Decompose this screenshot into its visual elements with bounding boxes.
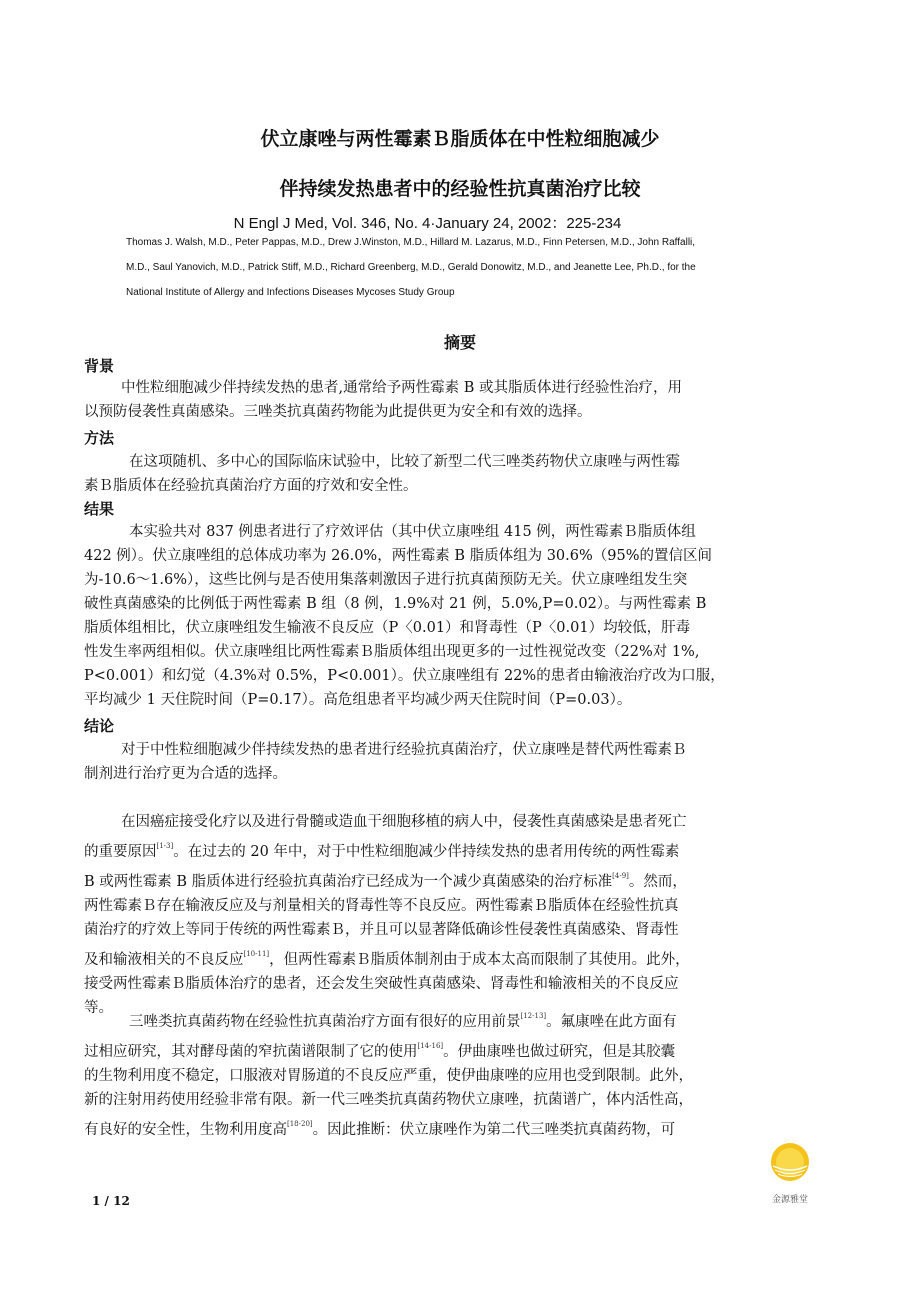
background-paragraph [84,376,838,424]
citation-ref: [14-16] [417,1042,444,1050]
text-line: 在因癌症接受化疗以及进行骨髓或造血干细胞移植的病人中，侵袭性真菌感染是患者死亡 [121,814,687,830]
text-line: 脂质体组相比，伏立康唑组发生输液不良反应（P〈0.01）和肾毒性（P〈0.01）均较低，肝毒 [84,620,691,636]
citation-ref: [4-9] [612,872,629,880]
text-line: 素Ｂ脂质体在经验抗真菌治疗方面的疗效和安全性。 [84,478,418,494]
text-line: 平均减少 1 天住院时间（P=0.17）。高危组患者平均减少两天住院时间（P=0.03）。 [84,692,632,708]
text-line: 的重要原因[1-3]。在过去的 20 年中，对于中性粒细胞减少伴持续发热的患者用传统的两性霉素 [84,842,680,860]
citation-ref: [10-11] [243,950,270,958]
text-line: 以预防侵袭性真菌感染。三唑类抗真菌药物能为此提供更为安全和有效的选择。 [84,404,592,420]
text-line: 中性粒细胞减少伴持续发热的患者,通常给予两性霉素 B 或其脂质体进行经验性治疗，用 [121,380,682,396]
text-line: P<0.001）和幻觉（4.3%对 0.5%，P<0.001）。伏立康唑组有 22%的患者由输液治疗改为口服， [84,668,725,684]
text-line: 两性霉素Ｂ存在输液反应及与剂量相关的肾毒性等不良反应。两性霉素Ｂ脂质体在经验性抗真 [84,898,679,914]
section-heading-results: 结果 [84,500,115,518]
section-heading-conclusion: 结论 [84,717,115,735]
results-paragraph [84,520,838,712]
text-line: 本实验共对 837 例患者进行了疗效评估（其中伏立康唑组 415 例，两性霉素Ｂ脂质体组 [129,524,696,540]
text-line: 性发生率两组相似。伏立康唑组比两性霉素Ｂ脂质体组出现更多的一过性视觉改变（22%对 1%, [84,644,700,660]
text-line: 及和输液相关的不良反应[10-11]，但两性霉素Ｂ脂质体制剂由于成本太高而限制了其使用。此外， [84,950,690,968]
text-line: 制剂进行治疗更为合适的选择。 [84,766,287,782]
section-heading-background: 背景 [84,357,115,375]
text-line: 的生物利用度不稳定，口服液对胃肠道的不良反应严重，使伊曲康唑的应用也受到限制。此外， [84,1068,693,1084]
conclusion-paragraph [84,738,838,786]
body-paragraph-1 [84,810,838,1020]
text-line: 为-10.6～1.6%），这些比例与是否使用集落刺激因子进行抗真菌预防无关。伏立康唑组发生突 [84,572,688,588]
text-line: 等。 [84,1000,113,1016]
author-line: Thomas J. Walsh, M.D., Peter Pappas, M.D., Drew J.Winston, M.D., Hillard M. Lazarus, M.D., Finn Petersen, M.D., John Raffalli, [126,237,696,248]
methods-paragraph [84,450,838,498]
citation-ref: [1-3] [156,842,174,850]
text-line: 对于中性粒细胞减少伴持续发热的患者进行经验抗真菌治疗，伏立康唑是替代两性霉素Ｂ [121,742,687,758]
logo-text: 金源雅堂 [771,1195,809,1205]
text-line: 三唑类抗真菌药物在经验性抗真菌治疗方面有很好的应用前景[12-13]。氟康唑在此方面有 [129,1012,677,1030]
text-line: B 或两性霉素 B 脂质体进行经验抗真菌治疗已经成为一个减少真菌感染的治疗标准[4-9]。然而， [84,872,687,890]
section-heading-methods: 方法 [84,429,115,447]
text-line: 有良好的安全性，生物利用度高[18-20]。因此推断：伏立康唑作为第二代三唑类抗真菌药物，可 [84,1120,676,1138]
text-line: 过相应研究，其对酵母菌的窄抗菌谱限制了它的使用[14-16]。伊曲康唑也做过研究，但是其胶囊 [84,1042,676,1060]
author-line: M.D., Saul Yanovich, M.D., Patrick Stiff, M.D., Richard Greenberg, M.D., Gerald Donowitz, M.D., and Jeanette Lee, Ph.D., for the [126,262,696,273]
page-number: 1 / 12 [92,1194,130,1208]
abstract-heading: 摘要 [443,333,476,352]
citation: N Engl J Med, Vol. 346, No. 4·January 24, 2002：225-234 [233,215,622,232]
title-line-1: 伏立康唑与两性霉素Ｂ脂质体在中性粒细胞减少 [260,129,660,150]
body-paragraph-2 [84,1004,838,1142]
text-line: 接受两性霉素Ｂ脂质体治疗的患者，还会发生突破性真菌感染、肾毒性和输液相关的不良反应 [84,976,679,992]
text-line: 在这项随机、多中心的国际临床试验中，比较了新型二代三唑类药物伏立康唑与两性霉 [129,454,680,470]
text-line: 菌治疗的疗效上等同于传统的两性霉素Ｂ，并且可以显著降低确诊性侵袭性真菌感染、肾毒性 [84,922,679,938]
author-line: National Institute of Allergy and Infections Diseases Mycoses Study Group [126,287,455,298]
publisher-logo [765,1140,815,1206]
text-line: 新的注射用药使用经验非常有限。新一代三唑类抗真菌药物伏立康唑，抗菌谱广，体内活性高， [84,1092,693,1108]
citation-ref: [12-13] [520,1012,547,1020]
author-list [126,230,806,305]
citation-ref: [18-20] [287,1120,313,1128]
text-line: 破性真菌感染的比例低于两性霉素 B 组（8 例，1.9%对 21 例，5.0%,P=0.02）。与两性霉素 B [84,596,707,612]
text-line: 422 例）。伏立康唑组的总体成功率为 26.0%，两性霉素 B 脂质体组为 30.6%（95%的置信区间 [84,548,712,564]
sun-logo-icon [765,1140,815,1206]
title-line-2: 伴持续发热患者中的经验性抗真菌治疗比较 [279,179,641,200]
